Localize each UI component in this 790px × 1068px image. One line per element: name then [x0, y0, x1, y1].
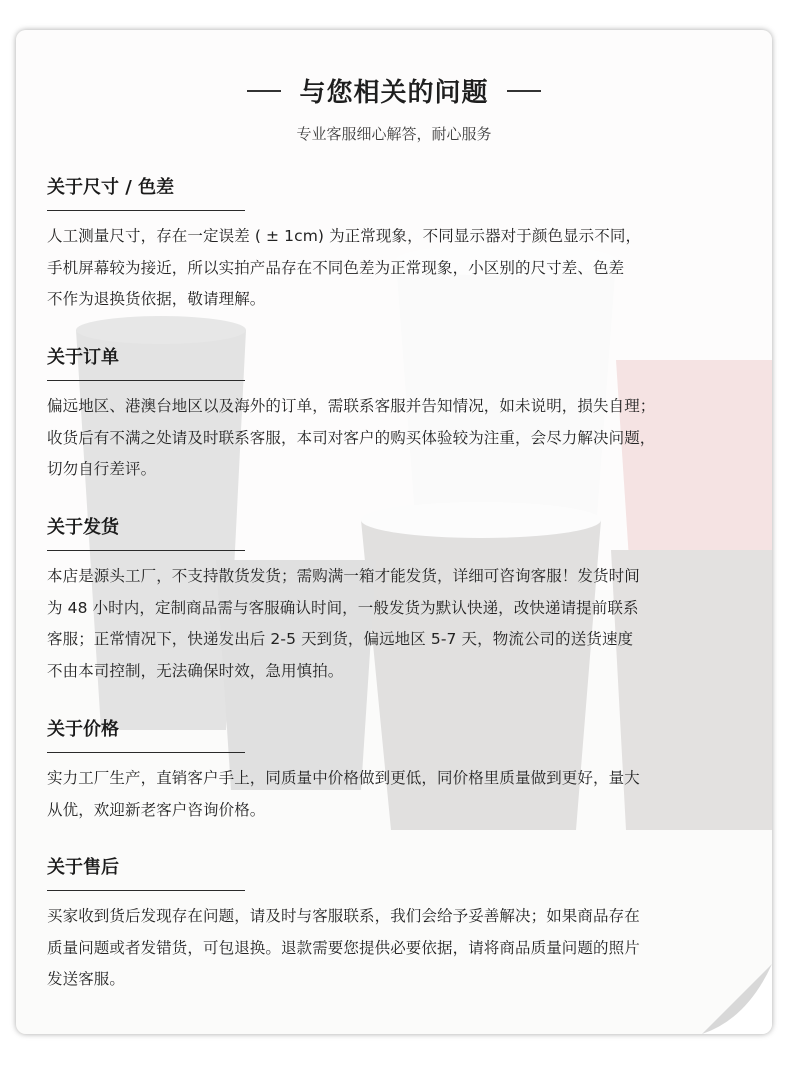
- body-line: 实力工厂生产，直销客户手上，同质量中价格做到更低，同价格里质量做到更好，量大: [47, 769, 640, 787]
- section-price: [47, 718, 747, 826]
- section-divider: [47, 752, 245, 753]
- section-divider: [47, 890, 245, 891]
- title-right-dash: [507, 90, 541, 92]
- faq-card: [16, 30, 772, 1034]
- section-divider: [47, 380, 245, 381]
- section-divider: [47, 550, 245, 551]
- section-order: [47, 346, 747, 486]
- title-left-dash: [247, 90, 281, 92]
- body-line: 切勿自行差评。: [47, 460, 157, 478]
- section-title: 关于发货: [47, 517, 119, 538]
- body-line: 为 48 小时内，定制商品需与客服确认时间，一般发货为默认快递，改快递请提前联系: [47, 598, 639, 617]
- section-body: [47, 561, 747, 687]
- title-row: [16, 72, 772, 109]
- body-line: 不作为退换货依据，敬请理解。: [47, 290, 266, 308]
- section-size-color: [47, 176, 747, 316]
- page-subtitle: 专业客服细心解答，耐心服务: [296, 125, 492, 143]
- section-body: [47, 221, 747, 316]
- body-line: 人工测量尺寸，存在一定误差 ( ± 1cm) 为正常现象，不同显示器对于颜色显示不同，: [47, 227, 642, 245]
- section-title: 关于售后: [47, 857, 119, 878]
- section-title: 关于尺寸 / 色差: [47, 177, 175, 198]
- page-title: 与您相关的问题: [299, 78, 489, 108]
- body-line: 买家收到货后发现存在问题，请及时与客服联系，我们会给予妥善解决；如果商品存在: [47, 907, 640, 925]
- section-body: [47, 763, 747, 826]
- section-after-sales: [47, 856, 747, 996]
- body-line: 偏远地区、港澳台地区以及海外的订单，需联系客服并告知情况，如未说明，损失自理；: [47, 397, 656, 415]
- body-line: 客服；正常情况下，快递发出后 2-5 天到货，偏远地区 5-7 天，物流公司的送货速度: [47, 630, 634, 648]
- faq-content: [16, 30, 772, 1034]
- body-line: 手机屏幕较为接近，所以实拍产品存在不同色差为正常现象，小区别的尺寸差、色差: [47, 258, 625, 277]
- page-curl-decoration: [702, 964, 772, 1034]
- body-line: 本店是源头工厂，不支持散货发货；需购满一箱才能发货，详细可咨询客服！发货时间: [47, 567, 640, 585]
- section-title: 关于订单: [47, 347, 119, 368]
- section-body: [47, 901, 747, 996]
- section-title: 关于价格: [47, 719, 119, 740]
- body-line: 收货后有不满之处请及时联系客服，本司对客户的购买体验较为注重，会尽力解决问题，: [47, 428, 656, 447]
- body-line: 质量问题或者发错货，可包退换。退款需要您提供必要依据，请将商品质量问题的照片: [47, 938, 640, 957]
- section-body: [47, 391, 747, 486]
- section-shipping: [47, 516, 747, 687]
- body-line: 从优，欢迎新老客户咨询价格。: [47, 800, 266, 819]
- section-divider: [47, 210, 245, 211]
- body-line: 不由本司控制，无法确保时效，急用慎拍。: [47, 661, 344, 680]
- body-line: 发送客服。: [47, 970, 126, 988]
- faq-header: [16, 72, 772, 144]
